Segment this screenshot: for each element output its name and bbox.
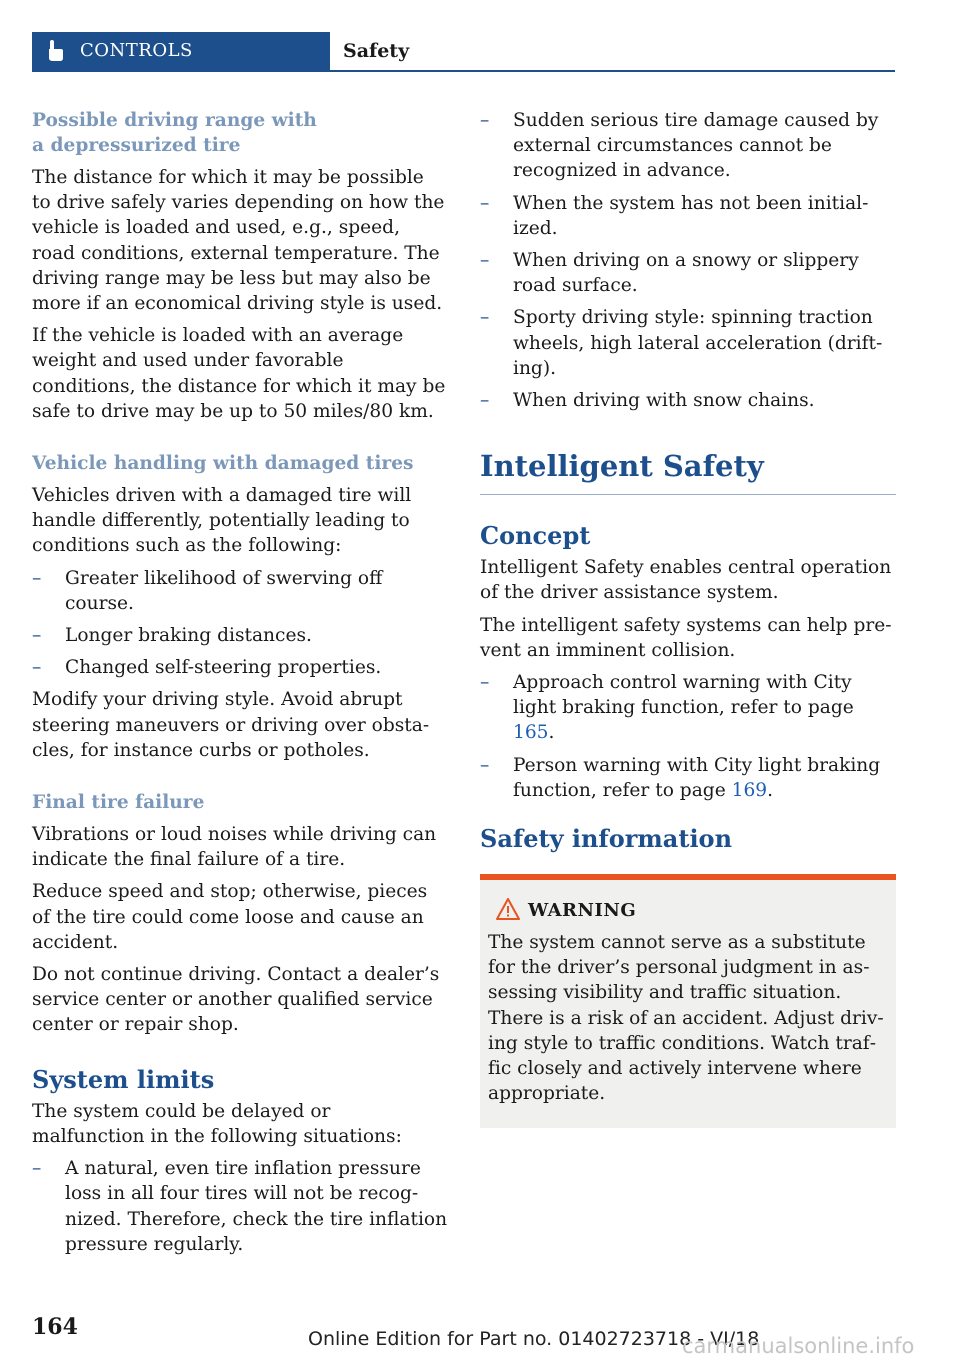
warning-text: The system cannot serve as a substitute for the driver’s personal judgment in assessing visibility and traffic situation. There is a risk of an accident. Adjust driving style to traffic conditions. Watch traffic closely and actively intervene where appropriate. bbox=[488, 932, 884, 1105]
warning-triangle-icon bbox=[496, 898, 520, 920]
left-column bbox=[32, 108, 448, 1264]
right-column bbox=[480, 108, 896, 1128]
list-item: – When driving on a snowy or slippery road surface. bbox=[480, 248, 896, 298]
limits-list-right bbox=[480, 108, 896, 413]
failure-paragraph-2: Reduce speed and stop; otherwise, pieces of the tire could come loose and cause an accident. bbox=[32, 881, 428, 953]
page-link-165[interactable]: 165 bbox=[513, 722, 549, 744]
list-item: – Person warning with City light braking function, refer to page 169. bbox=[480, 753, 896, 803]
failure-paragraph-3: Do not continue driving. Contact a dealer’s service center or another qualified service center or repair shop. bbox=[32, 964, 440, 1036]
list-item-text: Person warning with City light braking function, refer to page bbox=[513, 754, 881, 801]
page-link-169[interactable]: 169 bbox=[731, 779, 768, 801]
list-item: – A natural, even tire inflation pressure loss in all four tires will not be recognized. Therefore, check the tire inflation pressure regularly. bbox=[32, 1156, 448, 1257]
handling-paragraph-2: Modify your driving style. Avoid abrupt steering maneuvers or driving over obstacles, for instance curbs or potholes. bbox=[32, 689, 430, 761]
hand-pointer-icon bbox=[46, 40, 66, 62]
list-item: – Approach control warning with City light braking function, refer to page 165. bbox=[480, 670, 896, 746]
range-paragraph-1: The distance for which it may be possible to drive safely varies depending on how the vehicle is loaded and used, e.g., speed, road conditions, external temperature. The driving range may be less but may also be more if an economical driving style is used. bbox=[32, 167, 445, 315]
failure-heading: Final tire failure bbox=[32, 792, 205, 814]
list-item: – When driving with snow chains. bbox=[480, 388, 896, 413]
chapter-tab bbox=[32, 32, 330, 70]
concept-heading: Concept bbox=[480, 521, 591, 551]
list-item: – When the system has not been initialized. bbox=[480, 191, 896, 241]
handling-paragraph-1: Vehicles driven with a damaged tire will handle differently, potentially leading to conditions such as the following: bbox=[32, 485, 412, 557]
page-header bbox=[32, 32, 895, 72]
intelligent-safety-heading: Intelligent Safety bbox=[480, 448, 896, 495]
handling-heading: Vehicle handling with damaged tires bbox=[32, 453, 414, 475]
limits-paragraph: The system could be delayed or malfunction in the following situations: bbox=[32, 1100, 402, 1147]
list-item: – Sporty driving style: spinning traction wheels, high lateral acceleration (drifting). bbox=[480, 305, 896, 381]
list-item: – Greater likelihood of swerving off course. bbox=[32, 566, 448, 616]
section-title: Safety bbox=[343, 40, 410, 62]
warning-box bbox=[480, 874, 896, 1128]
range-heading: Possible driving range with a depressurized tire bbox=[32, 110, 317, 156]
handling-list bbox=[32, 566, 448, 681]
range-paragraph-2: If the vehicle is loaded with an average weight and used under favorable conditions, the distance for which it may be safe to drive may be up to 50 miles/80 km. bbox=[32, 325, 446, 422]
concept-paragraph-1: Intelligent Safety enables central operation of the driver assistance system. bbox=[480, 557, 892, 604]
concept-paragraph-2: The intelligent safety systems can help prevent an imminent collision. bbox=[480, 614, 892, 661]
list-item: – Longer braking distances. bbox=[32, 623, 448, 648]
warning-title: WARNING bbox=[528, 900, 637, 922]
system-limits-heading: System limits bbox=[32, 1064, 215, 1094]
page-number: 164 bbox=[32, 1314, 78, 1340]
concept-list bbox=[480, 670, 896, 803]
list-item-text: Approach control warning with City light braking function, refer to page bbox=[513, 672, 854, 719]
failure-paragraph-1: Vibrations or loud noises while driving can indicate the final failure of a tire. bbox=[32, 824, 437, 871]
edition-footer: Online Edition for Part no. 01402723718 - VI/18 bbox=[308, 1328, 760, 1350]
limits-list-left bbox=[32, 1156, 448, 1257]
list-item: – Changed self-steering properties. bbox=[32, 655, 448, 680]
safety-information-heading: Safety information bbox=[480, 824, 733, 854]
list-item: – Sudden serious tire damage caused by external circumstances cannot be recognized in advance. bbox=[480, 108, 896, 184]
chapter-label: CONTROLS bbox=[80, 40, 193, 61]
header-divider bbox=[32, 70, 895, 72]
watermark: carmanualsonline.info bbox=[682, 1334, 915, 1358]
warning-header bbox=[488, 898, 888, 924]
